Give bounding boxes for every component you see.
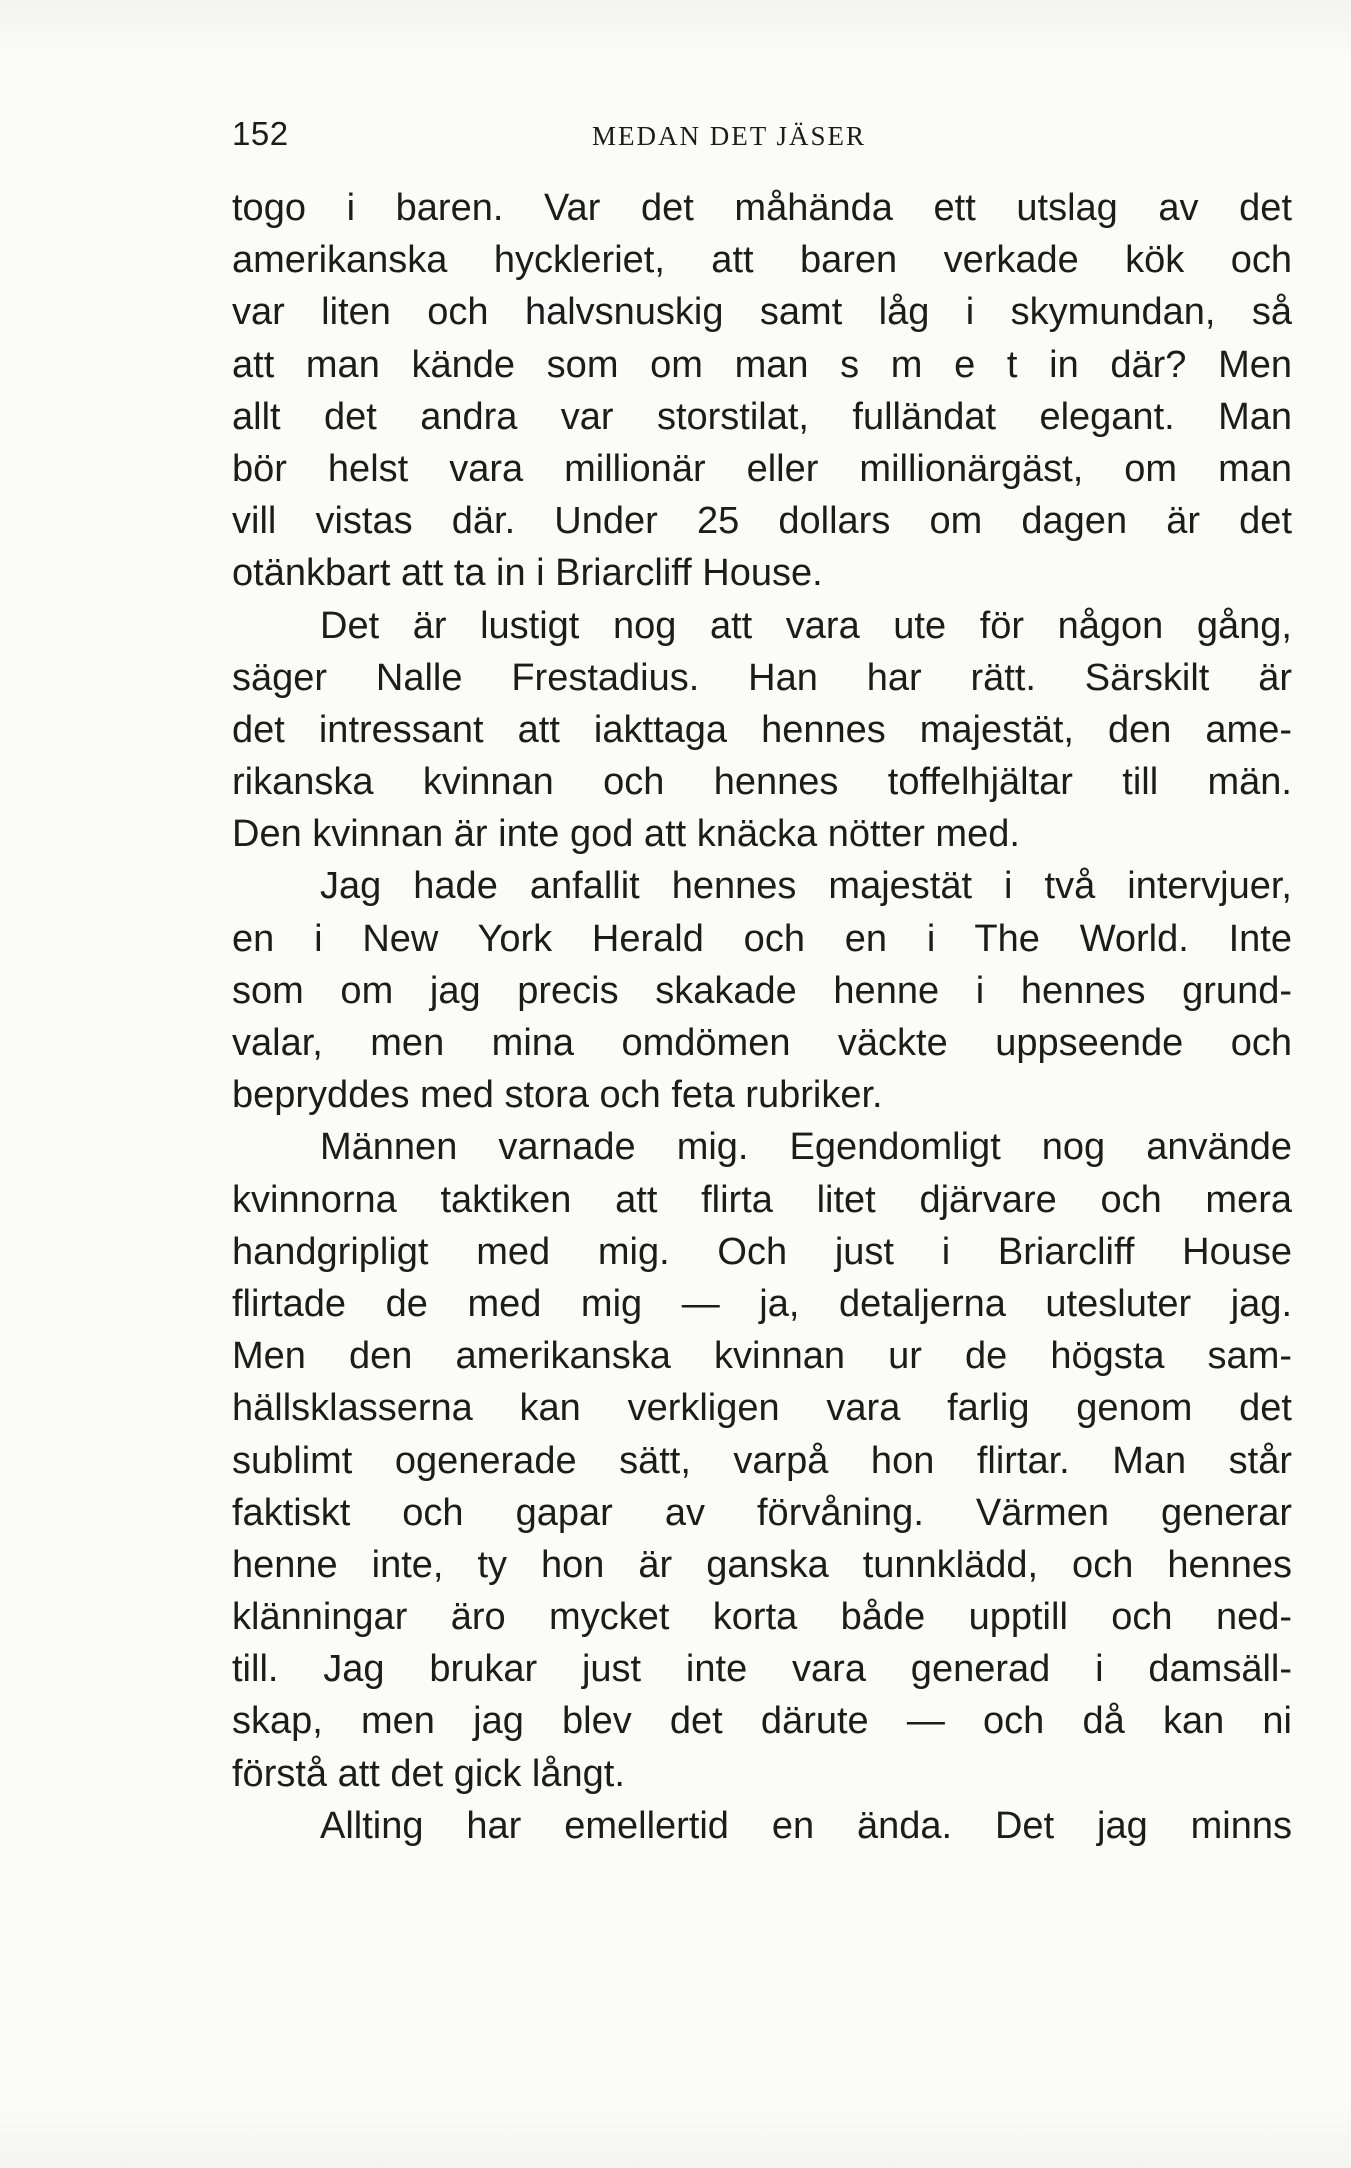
text-line: kvinnorna taktiken att flirta litet djärvare och mera (232, 1178, 1292, 1221)
text-line: Den kvinnan är inte god att knäcka nötter med. (232, 813, 1020, 856)
page-header (232, 115, 1292, 155)
text-line: Allting har emellertid en ända. Det jag minns (320, 1804, 1292, 1847)
text-line: till. Jag brukar just inte vara generad i damsäll- (232, 1648, 1292, 1691)
text-line: otänkbart att ta in i Briarcliff House. (232, 552, 823, 595)
text-line: förstå att det gick långt. (232, 1752, 625, 1795)
text-line: vill vistas där. Under 25 dollars om dagen är det (232, 500, 1292, 543)
text-line: Men den amerikanska kvinnan ur de högsta sam- (232, 1335, 1292, 1378)
text-line: det intressant att iakttaga hennes majestät, den ame- (232, 708, 1292, 751)
text-line: bör helst vara millionär eller millionärgäst, om man (232, 447, 1292, 490)
text-line: var liten och halvsnuskig samt låg i skymundan, så (232, 291, 1292, 334)
running-head: MEDAN DET JÄSER (592, 121, 867, 151)
text-line: Männen varnade mig. Egendomligt nog använde (320, 1126, 1292, 1169)
text-line: henne inte, ty hon är ganska tunnklädd, och hennes (232, 1543, 1292, 1586)
text-line: hällsklasserna kan verkligen vara farlig genom det (232, 1387, 1292, 1430)
text-line: handgripligt med mig. Och just i Briarcliff House (232, 1230, 1292, 1273)
text-line: skap, men jag blev det därute — och då kan ni (232, 1700, 1292, 1743)
text-line: en i New York Herald och en i The World. Inte (232, 917, 1292, 960)
text-line: flirtade de med mig — ja, detaljerna utesluter jag. (232, 1282, 1292, 1325)
text-line: togo i baren. Var det måhända ett utslag av det (232, 187, 1292, 229)
text-line: säger Nalle Frestadius. Han har rätt. Särskilt är (232, 656, 1292, 699)
page-number: 152 (232, 115, 289, 152)
text-line: valar, men mina omdömen väckte uppseende och (232, 1022, 1292, 1064)
text-line: Jag hade anfallit hennes majestät i två intervjuer, (320, 865, 1292, 908)
text-line: amerikanska hyckleriet, att baren verkade kök och (232, 239, 1292, 282)
text-line: faktiskt och gapar av förvåning. Värmen generar (232, 1491, 1292, 1534)
text-line: att man kände som om man s m e t in där? Men (232, 343, 1292, 386)
text-line: Det är lustigt nog att vara ute för någon gång, (320, 604, 1292, 647)
text-line: sublimt ogenerade sätt, varpå hon flirtar. Man står (232, 1439, 1292, 1482)
text-line: klänningar äro mycket korta både upptill och ned- (232, 1596, 1292, 1639)
text-line: allt det andra var storstilat, fulländat elegant. Man (232, 395, 1292, 438)
body-text (232, 182, 1292, 1852)
text-line: rikanska kvinnan och hennes toffelhjältar till män. (232, 761, 1292, 804)
text-line: som om jag precis skakade henne i hennes grund- (232, 969, 1292, 1012)
text-line: bepryddes med stora och feta rubriker. (232, 1074, 883, 1117)
